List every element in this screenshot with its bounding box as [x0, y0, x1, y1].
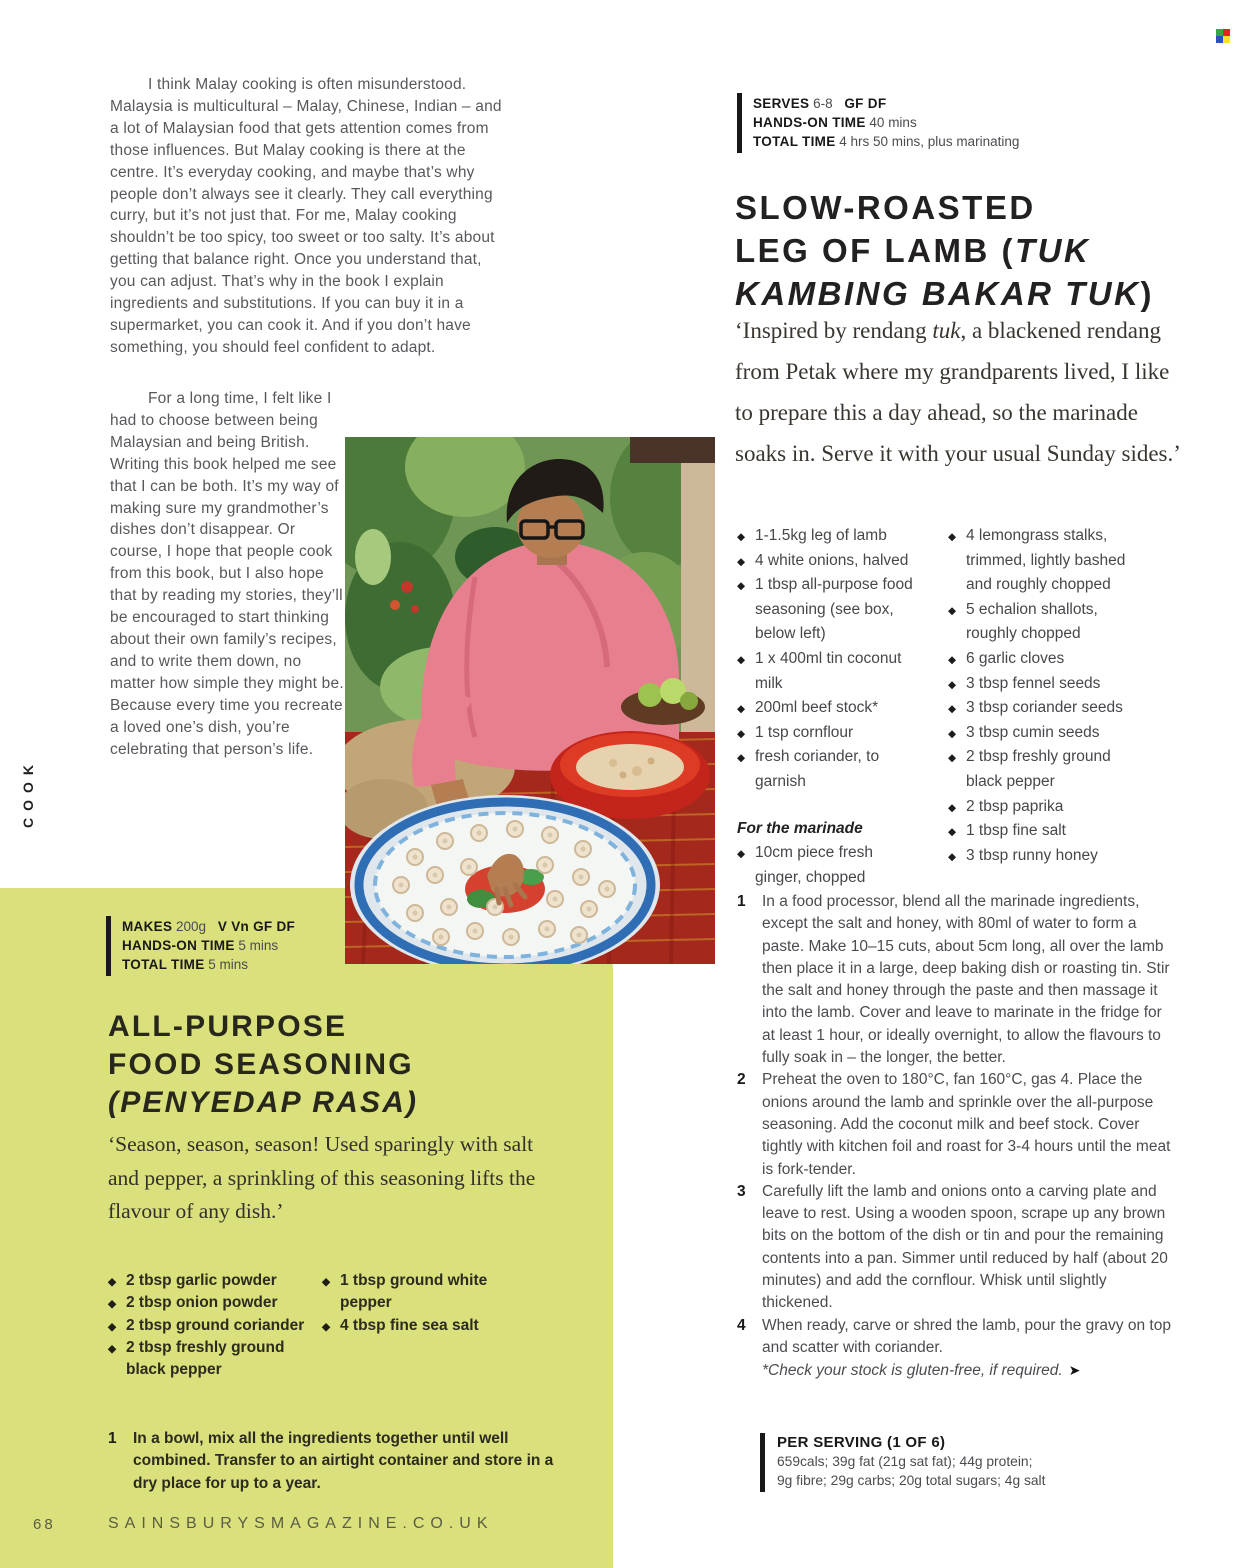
seasoning-title-line3: (PENYEDAP RASA): [108, 1086, 419, 1119]
ingredient-item: ◆ 1-1.5kg leg of lamb: [737, 524, 923, 549]
continue-arrow-icon: ➤: [1068, 1362, 1081, 1379]
meta-hands-on-label: HANDS-ON TIME: [122, 938, 235, 953]
meta-total-time: [122, 955, 502, 974]
step-text: When ready, carve or shred the lamb, pour the gravy on top and scatter with coriander.: [762, 1316, 1171, 1356]
seasoning-meta-block: [106, 916, 502, 976]
step-number: 1: [108, 1430, 117, 1447]
pixel-yellow: [1223, 36, 1230, 43]
seasoning-title-line2: FOOD SEASONING: [108, 1048, 414, 1081]
magazine-website: SAINSBURYSMAGAZINE.CO.UK: [108, 1515, 494, 1532]
diamond-bullet-icon: ◆: [948, 826, 957, 839]
ingredient-item: ◆ 200ml beef stock*: [737, 696, 923, 721]
step-number: 4: [737, 1316, 746, 1334]
step-text: In a food processor, blend all the marinade ingredients, except the salt and honey, with 80ml of water to form a paste. Make 10–15 cuts, about 5cm long, all over the lamb then place it in a large, deep baking dish or roasting tin. Stir the salt and honey through the paste and then massage it into the lamb. Cover and leave to marinate in the fridge for at least 1 hour, or ideally overnight, to allow the flavours to fully soak in – the longer, the better.: [762, 893, 1170, 1067]
step-number: 2: [737, 1071, 746, 1089]
intro-paragraph-1-text: I think Malay cooking is often misunderstood. Malaysia is multicultural – Malay, Chinese, Indian – and a lot of Malaysian food that gets attention comes from those influences. But Malay cooking is there at the centre. It’s everyday cooking, and maybe that’s why people don’t always see it clearly. They call everything curry, but it’s not just that. For me, Malay cooking shouldn’t be too spicy, too sweet or too salty. It’s about getting that balance right. Once you understand that, you can adjust. That’s why in the book I explain ingredients and substitutions. If you can buy it in a supermarket, you can cook it. And if you don’t have something, you should feel confident to adapt.: [110, 76, 502, 356]
ingredient-item: ◆ 1 tbsp ground white pepper: [322, 1272, 488, 1312]
diamond-bullet-icon: ◆: [737, 752, 746, 765]
ingredients-column-2: [948, 524, 1148, 868]
pixel-red: [1223, 29, 1230, 36]
step-text: Carefully lift the lamb and onions onto a carving plate and leave to rest. Using a wooden spoon, scrape up any brown bits on the bottom of the dish or tin and pour the remaining contents into a pan. Simmer until reduced by half (about 20 minutes) and add the cornflour. Whisk until slightly thickened.: [762, 1182, 1168, 1312]
diamond-bullet-icon: ◆: [322, 1276, 331, 1288]
meta-hands-on: [122, 936, 502, 955]
diamond-bullet-icon: ◆: [737, 653, 746, 666]
per-serving-heading: PER SERVING (1 OF 6): [777, 1434, 946, 1451]
photo-illustration: [345, 437, 715, 964]
meta-makes-value: 200g: [176, 919, 207, 934]
seasoning-ingredients-col2: [322, 1270, 492, 1337]
ingredient-item: ◆ 2 tbsp freshly ground black pepper: [108, 1338, 285, 1379]
meta-hands-on-value: 5 mins: [238, 938, 279, 953]
step-4: [737, 1315, 1175, 1383]
ingredient-item: ◆ 3 tbsp cumin seeds: [948, 721, 1148, 746]
ingredient-item: ◆ 2 tbsp onion powder: [108, 1292, 308, 1314]
step-3: [737, 1181, 1175, 1315]
meta-hands-on-value: 40 mins: [869, 115, 917, 130]
diamond-bullet-icon: ◆: [737, 555, 746, 568]
recipe-title-line2: LEG OF LAMB (TUK: [735, 232, 1091, 269]
ingredient-item: ◆ 6 garlic cloves: [948, 647, 1148, 672]
meta-total-time-value: 4 hrs 50 mins, plus marinating: [839, 134, 1020, 149]
seasoning-ingredients-col1: [108, 1270, 308, 1381]
diamond-bullet-icon: ◆: [108, 1298, 117, 1311]
ingredient-item: ◆ 3 tbsp coriander seeds: [948, 696, 1148, 721]
diamond-bullet-icon: ◆: [737, 531, 746, 543]
ingredient-item: ◆ fresh coriander, to garnish: [737, 748, 880, 790]
ingredient-item: ◆ 2 tbsp paprika: [948, 795, 1148, 820]
diamond-bullet-icon: ◆: [322, 1320, 331, 1333]
ingredient-item: ◆ 1 x 400ml tin coconut milk: [737, 649, 902, 692]
step-text: Preheat the oven to 180°C, fan 160°C, gas 4. Place the onions around the lamb and sprinkle over the all-purpose seasoning. Add the coconut milk and beef stock. Cover tightly with kitchen foil and roast for 3-4 hours until the meat is fork-tender.: [762, 1071, 1171, 1178]
photo: [345, 437, 715, 964]
ingredient-item: ◆ 1 tbsp fine salt: [948, 819, 1148, 844]
recipe-title-line3: KAMBING BAKAR TUK): [735, 275, 1154, 312]
ingredient-item: ◆ 4 lemongrass stalks, trimmed, lightly bashed and roughly chopped: [948, 527, 1126, 594]
ingredient-item: ◆ 1 tbsp all-purpose food seasoning (see box, below left): [737, 576, 913, 643]
ingredient-item: ◆ 5 echalion shallots, roughly chopped: [948, 600, 1098, 643]
pixel-blue: [1216, 36, 1223, 43]
per-serving-line2: 9g fibre; 29g carbs; 20g total sugars; 4g salt: [777, 1472, 1046, 1488]
meta-hands-on-label: HANDS-ON TIME: [753, 115, 866, 130]
diamond-bullet-icon: ◆: [948, 801, 957, 814]
intro-paragraph-2-text: For a long time, I felt like I had to choose between being Malaysian and being British. Writing this book helped me see that I can be both. It’s my way of making sure my grandmother’s dishes don’t disappear. Or course, I hope that people cook from this book, but I also hope that by reading my stories, they’ll be encouraged to start thinking about their own family’s recipes, and to write them down, no matter how simple they might be. Because every time you recreate a loved one’s dish, you’re celebrating that person’s life.: [110, 390, 344, 758]
meta-makes-label: MAKES: [122, 919, 173, 934]
ingredient-item: ◆ 3 tbsp fennel seeds: [948, 672, 1148, 697]
marinade-heading: For the marinade: [737, 819, 863, 837]
method-steps: [737, 891, 1175, 1383]
recipe-title-line1: SLOW-ROASTED: [735, 189, 1036, 226]
diamond-bullet-icon: ◆: [948, 678, 957, 691]
seasoning-quote: ‘Season, season, season! Used sparingly with salt and pepper, a sprinkling of this seasoning lifts the flavour of any dish.’: [108, 1132, 536, 1223]
step-number: 1: [737, 893, 746, 910]
section-label-cook: COOK: [20, 758, 36, 828]
step-2: [737, 1069, 1175, 1180]
diamond-bullet-icon: ◆: [948, 531, 957, 543]
recipe-quote: ‘Inspired by rendang tuk, a blackened rendang from Petak where my grandparents lived, I like to prepare this a day ahead, so the marinade soaks in. Serve it with your usual Sunday sides.’: [735, 318, 1181, 466]
meta-serves-label: SERVES: [753, 96, 810, 111]
diamond-bullet-icon: ◆: [737, 848, 746, 861]
meta-total-time-label: TOTAL TIME: [122, 957, 205, 972]
meta-serves-value: 6-8: [813, 96, 833, 111]
ingredient-item: ◆ 2 tbsp ground coriander: [108, 1315, 308, 1337]
ingredient-item: ◆ 10cm piece fresh ginger, chopped: [737, 844, 874, 886]
diamond-bullet-icon: ◆: [948, 850, 957, 863]
ingredient-item: ◆ 3 tbsp runny honey: [948, 844, 1148, 869]
ingredient-item: ◆ 2 tbsp garlic powder: [108, 1270, 308, 1292]
ingredient-item: ◆ 4 white onions, halved: [737, 549, 923, 574]
diet-badges: GF DF: [844, 96, 887, 111]
intro-paragraph-1: [110, 74, 504, 359]
meta-total-time-value: 5 mins: [208, 957, 249, 972]
diamond-bullet-icon: ◆: [948, 653, 957, 666]
gluten-free-note: *Check your stock is gluten-free, if required. ➤: [762, 1362, 1081, 1380]
intro-paragraph-2: [110, 388, 348, 760]
diamond-bullet-icon: ◆: [108, 1320, 117, 1333]
ingredient-item: ◆ 1 tsp cornflour: [737, 721, 923, 746]
diamond-bullet-icon: ◆: [948, 752, 957, 765]
meta-makes: [122, 917, 502, 936]
pixel-green: [1216, 29, 1223, 36]
seasoning-title: [108, 1008, 588, 1122]
ingredient-item: ◆ 4 tbsp fine sea salt: [322, 1315, 492, 1337]
step-number: 3: [737, 1182, 746, 1200]
diamond-bullet-icon: ◆: [108, 1342, 117, 1355]
ingredient-item: ◆ 2 tbsp freshly ground black pepper: [948, 748, 1111, 790]
step-1: [737, 891, 1175, 1069]
diamond-bullet-icon: ◆: [948, 604, 957, 617]
diamond-bullet-icon: ◆: [737, 703, 746, 716]
diet-badges: V Vn GF DF: [217, 919, 296, 934]
diamond-bullet-icon: ◆: [737, 727, 746, 740]
diamond-bullet-icon: ◆: [948, 727, 957, 740]
page-number: 68: [33, 1516, 56, 1533]
diamond-bullet-icon: ◆: [948, 703, 957, 716]
meta-hands-on: [753, 113, 1183, 132]
per-serving-line1: 659cals; 39g fat (21g sat fat); 44g protein;: [777, 1454, 1033, 1469]
magazine-pixel-logo: [1216, 29, 1230, 43]
recipe-title: [735, 186, 1205, 315]
diamond-bullet-icon: ◆: [737, 580, 746, 593]
seasoning-title-line1: ALL-PURPOSE: [108, 1010, 348, 1043]
per-serving-block: [760, 1433, 1177, 1492]
step-text: In a bowl, mix all the ingredients together until well combined. Transfer to an airtight container and store in a dry place for up to a year.: [133, 1430, 554, 1492]
diamond-bullet-icon: ◆: [108, 1276, 117, 1288]
seasoning-step-1: [108, 1428, 573, 1495]
meta-total-time: [753, 132, 1183, 151]
meta-total-time-label: TOTAL TIME: [753, 134, 836, 149]
recipe-meta-block: [737, 93, 1183, 153]
meta-serves: [753, 94, 1183, 113]
ingredients-column-1: [737, 524, 923, 890]
